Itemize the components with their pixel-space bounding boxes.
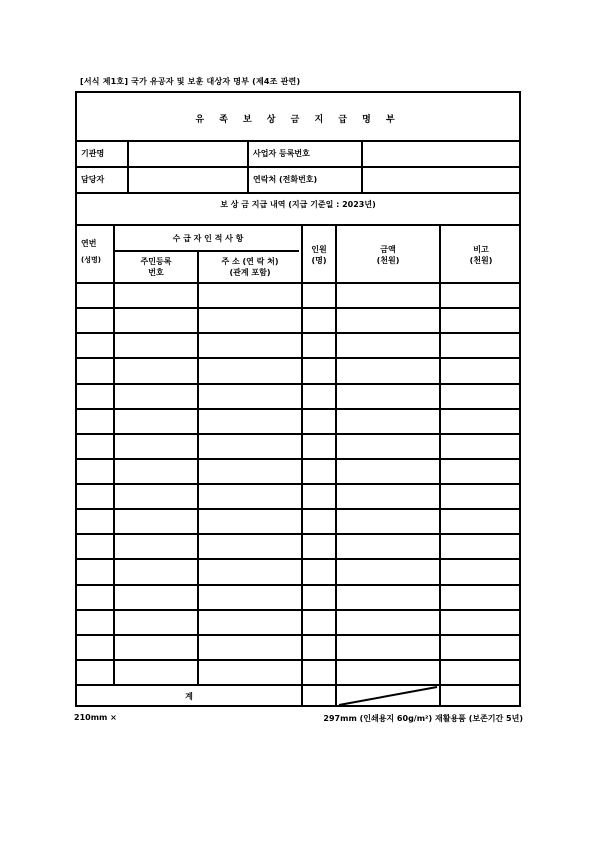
sub-header-1: 주민등록 번호 xyxy=(140,257,172,277)
col-no-header: 연번 xyxy=(81,239,97,248)
col-count-header: 인원 (명) xyxy=(311,245,327,265)
form-title: 유 족 보 상 금 지 급 명 부 xyxy=(195,115,401,125)
sub-header-2: 주 소 (연 락 처) (관계 포함) xyxy=(221,257,279,277)
group-header: 수 급 자 인 적 사 항 xyxy=(172,234,244,243)
col-no-sub: (성명) xyxy=(81,256,101,264)
total-label: 계 xyxy=(185,692,193,701)
info-label-4: 연락처 (전화번호) xyxy=(253,175,318,184)
total-amount-diagonal xyxy=(77,93,523,709)
info-label-3: 사업자 등록번호 xyxy=(253,149,310,158)
col-note-header: 비고 (천원) xyxy=(469,245,493,265)
footer-size: 210mm × xyxy=(74,713,117,722)
info-label-1: 기관명 xyxy=(81,149,105,158)
section-title: 보 상 금 지급 내역 (지급 기준일 : 2023년) xyxy=(220,200,376,209)
footer-paper: 297mm (인쇄용지 60g/m²) 재활용품 (보존기간 5년) xyxy=(323,714,523,723)
col-amount-header: 금액 (천원) xyxy=(376,245,400,265)
form-caption: [서식 제1호] 국가 유공자 및 보훈 대상자 명부 (제4조 관련) xyxy=(80,77,301,86)
form-frame xyxy=(75,91,521,707)
info-label-2: 담당자 xyxy=(81,175,105,184)
